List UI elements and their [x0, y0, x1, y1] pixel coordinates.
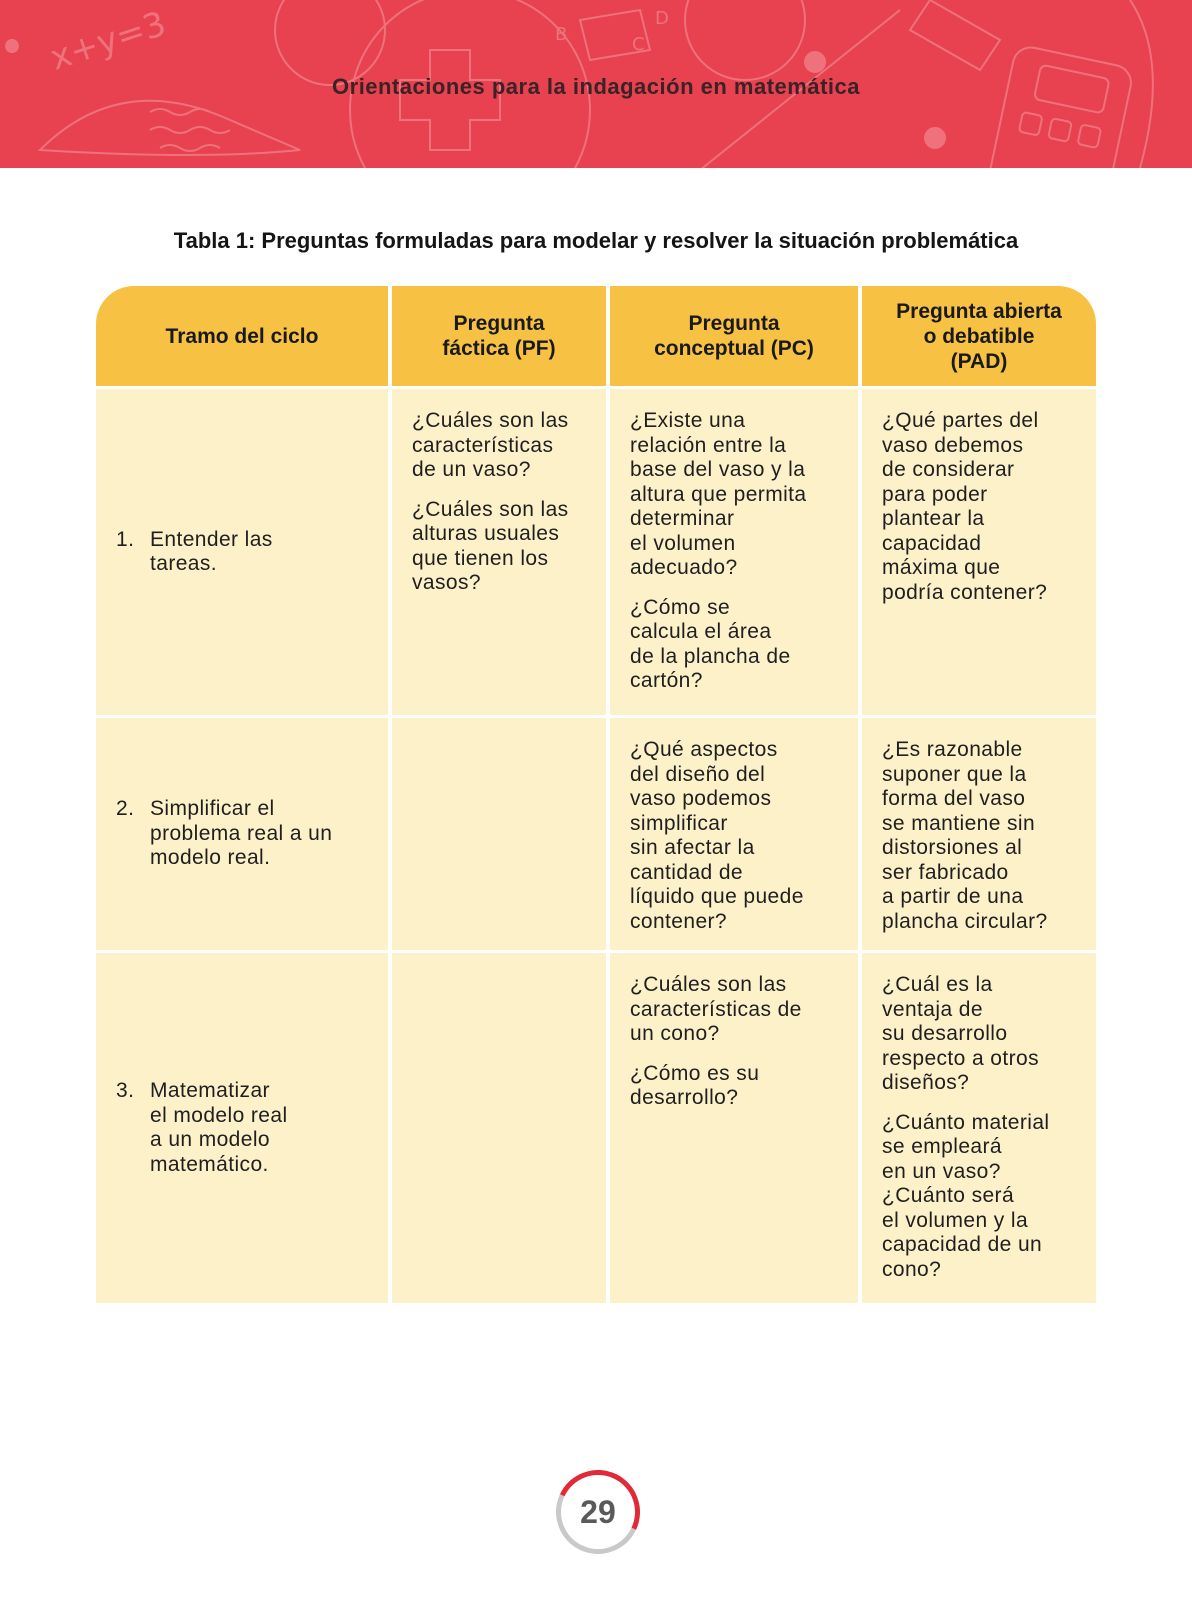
- header-banner: [0, 0, 1192, 168]
- table-row-3-pf: [392, 953, 606, 1303]
- table-row-2-pad: [862, 718, 1096, 950]
- column-header-pad: Pregunta abierta o debatible (PAD): [862, 286, 1096, 386]
- question-text: ¿Cuánto material se empleará en un vaso? ¿Cuánto será el volumen y la capacidad de un cono?: [882, 1110, 1050, 1281]
- table-row-2-pf: [392, 718, 606, 950]
- question-text: ¿Cómo es su desarrollo?: [630, 1061, 760, 1109]
- column-header-tramo: Tramo del ciclo: [96, 286, 388, 386]
- table-row-2-tramo: [96, 718, 388, 950]
- question-text: ¿Existe una relación entre la base del vaso y la altura que permita determinar el volumen adecuado?: [630, 409, 807, 579]
- tramo-text: Simplificar el problema real a un modelo real.: [150, 797, 333, 870]
- tramo-text: Matematizar el modelo real a un modelo matemático.: [150, 1079, 288, 1176]
- svg-text:B: B: [555, 24, 568, 45]
- svg-text:D: D: [655, 8, 669, 29]
- question-text: ¿Cómo se calcula el área de la plancha de cartón?: [630, 595, 791, 692]
- questions-table: [96, 286, 1096, 1303]
- svg-text:x+y=3: x+y=3: [45, 3, 171, 79]
- row-number: 2.: [116, 797, 135, 821]
- table-caption: Tabla 1: Preguntas formuladas para modelar y resolver la situación problemática: [173, 228, 1019, 253]
- question-text: ¿Qué aspectos del diseño del vaso podemos simplificar sin afectar la cantidad de líquido que puede contener?: [630, 738, 804, 933]
- row-number: 3.: [116, 1079, 135, 1102]
- table-row-2-pc: [610, 718, 858, 950]
- column-header-pc: Pregunta conceptual (PC): [610, 286, 858, 386]
- question-text: ¿Cuáles son las características de un cono?: [630, 973, 802, 1045]
- question-text: ¿Qué partes del vaso debemos de considerar para poder plantear la capacidad máxima que podría contener?: [882, 409, 1048, 604]
- question-text: ¿Cuáles son las características de un vaso?: [412, 409, 569, 481]
- table-row-1-tramo: [96, 389, 388, 715]
- tramo-text: Entender las tareas.: [150, 527, 273, 575]
- table-row-1-pf: [392, 389, 606, 715]
- table-row-1-pc: [610, 389, 858, 715]
- table-row-1-pad: [862, 389, 1096, 715]
- header-title: Orientaciones para la indagación en matemática: [332, 74, 860, 99]
- question-text: ¿Cuál es la ventaja de su desarrollo respecto a otros diseños?: [882, 973, 1039, 1094]
- page-number: 29: [580, 1493, 616, 1530]
- question-text: ¿Cuáles son las alturas usuales que tienen los vasos?: [412, 497, 569, 594]
- svg-text:C: C: [632, 34, 645, 55]
- table-row-3-pad: [862, 953, 1096, 1303]
- table-row-3-pc: [610, 953, 858, 1303]
- column-header-pf: Pregunta fáctica (PF): [392, 286, 606, 386]
- question-text: ¿Es razonable suponer que la forma del vaso se mantiene sin distorsiones al ser fabricado a partir de una plancha circular?: [882, 738, 1048, 933]
- page-number-badge: [544, 1458, 652, 1566]
- row-number: 1.: [116, 527, 135, 551]
- table-row-3-tramo: [96, 953, 388, 1303]
